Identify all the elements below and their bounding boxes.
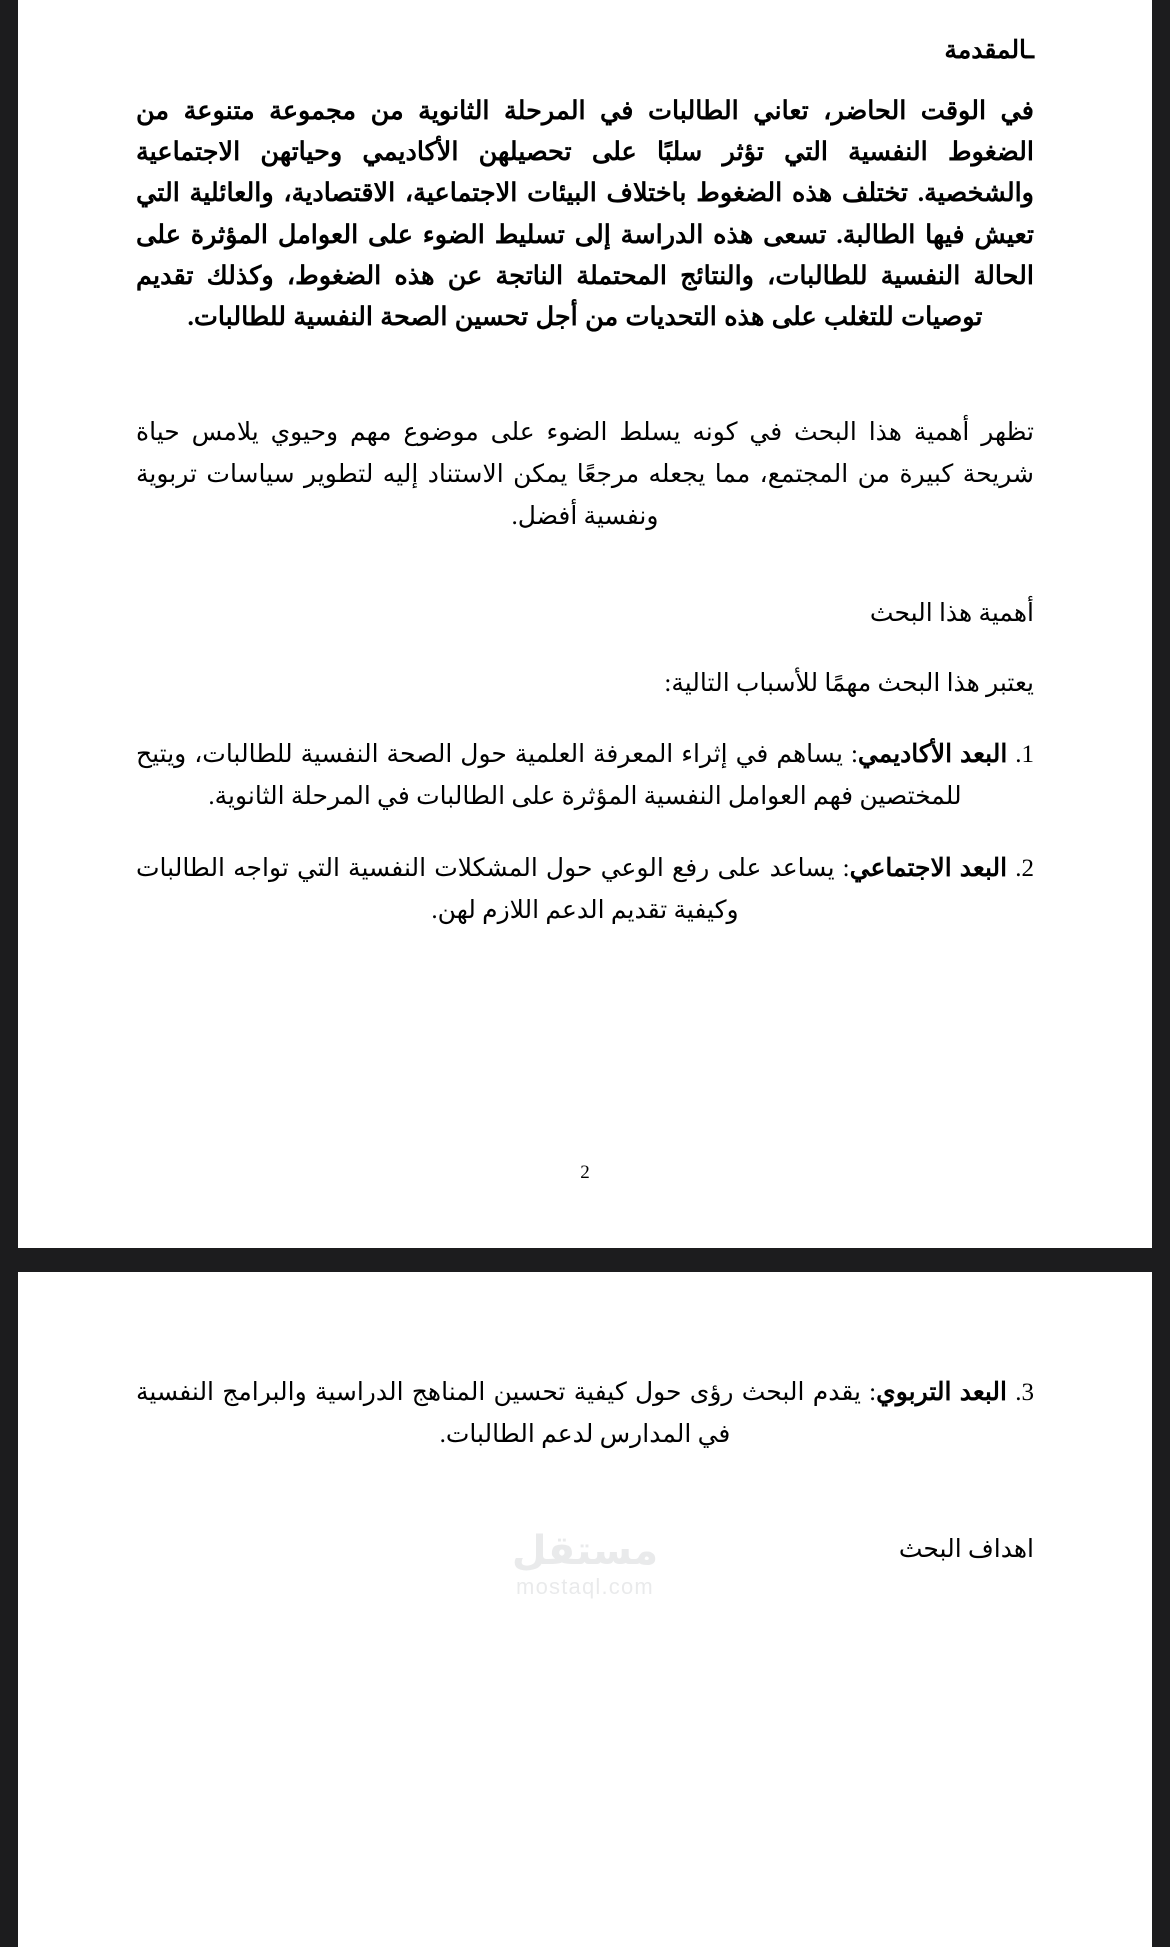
list-item-label: البعد الاجتماعي (849, 854, 1008, 882)
list-spacer (136, 704, 1034, 734)
list-item-number: 1. (1015, 740, 1034, 768)
list-item-text: : يقدم البحث رؤى حول كيفية تحسين المناهج الدراسية والبرامج النفسية في المدارس لدعم الطالبات. (136, 1379, 877, 1448)
section-spacer (136, 1456, 1034, 1530)
document-page-1 (18, 0, 1152, 1248)
list-item-label: البعد الأكاديمي (857, 740, 1008, 768)
page-separator (0, 1248, 1170, 1272)
list-item (136, 1372, 1034, 1456)
importance-lead-line: يعتبر هذا البحث مهمًا للأسباب التالية: (664, 669, 1034, 697)
significance-paragraph: تظهر أهمية هذا البحث في كونه يسلط الضوء على موضوع مهم وحيوي يلامس حياة شريحة كبيرة من المجتمع، مما يجعله مرجعًا يمكن الاستناد إليه لتطوير سياسات تربوية ونفسية أفضل. (136, 418, 1034, 530)
list-item (136, 734, 1034, 818)
watermark-brand: مستقل (511, 1528, 659, 1574)
page-number: 2 (580, 1162, 590, 1183)
list-item-label: البعد التربوي (876, 1379, 1007, 1406)
heading-spacer (136, 634, 1034, 664)
page-title: ـالمقدمة (944, 37, 1034, 64)
intro-bold-paragraph: في الوقت الحاضر، تعاني الطالبات في المرحلة الثانوية من مجموعة متنوعة من الضغوط النفسية التي تؤثر سلبًا على تحصيلهن الأكاديمي وحياتهن الاجتماعية والشخصية. تختلف هذه الضغوط باختلاف البيئات الاجتماعية، الاقتصادية، والعائلية التي تعيش فيها الطالبة. تسعى هذه الدراسة إلى تسليط الضوء على العوامل المؤثرة على الحالة النفسية للطالبات، والنتائج المحتملة الناتجة عن هذه الضغوط، وكذلك تقديم توصيات للتغلب على هذه التحديات من أجل تحسين الصحة النفسية للطالبات. (136, 95, 1034, 332)
document-page-2 (18, 1272, 1152, 1947)
list-item-spacer (136, 818, 1034, 848)
watermark-url: mostaql.com (516, 1574, 654, 1599)
list-item-text: : يساهم في إثراء المعرفة العلمية حول الصحة النفسية للطالبات، ويتيح للمختصين فهم العوامل النفسية المؤثرة على الطالبات في المرحلة الثانوية. (136, 740, 962, 810)
section-spacer (136, 538, 1034, 594)
objectives-section-heading: اهداف البحث (898, 1536, 1034, 1563)
list-item-number: 2. (1015, 854, 1034, 882)
list-item (136, 848, 1034, 932)
paragraph-spacer (136, 338, 1034, 412)
importance-section-heading: أهمية هذا البحث (869, 599, 1034, 627)
list-item-number: 3. (1015, 1379, 1034, 1406)
list-item-text: : يساعد على رفع الوعي حول المشكلات النفسية التي تواجه الطالبات وكيفية تقديم الدعم اللازم لهن. (136, 854, 850, 924)
